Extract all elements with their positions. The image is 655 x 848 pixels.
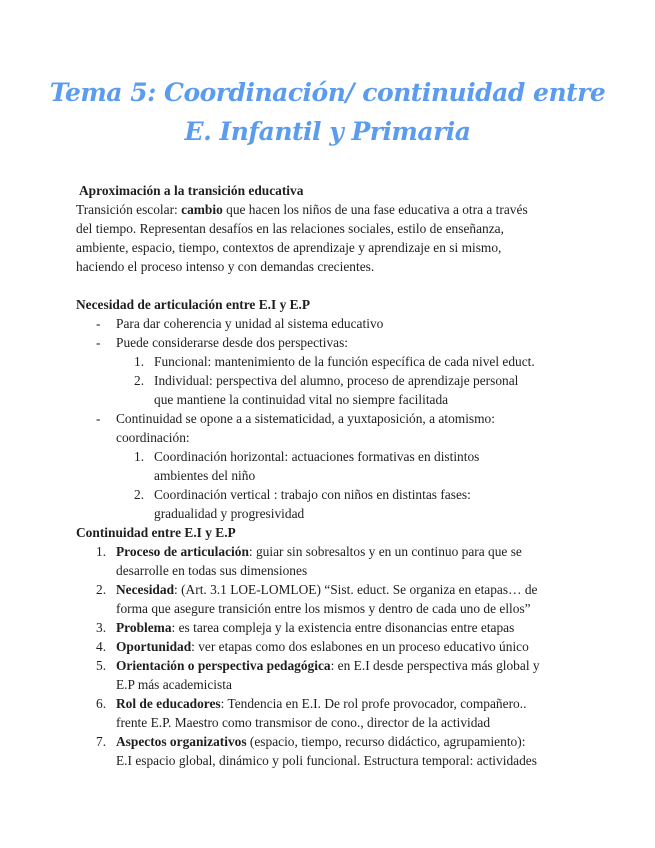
list-item-text: Individual: perspectiva del alumno, proceso de aprendizaje personal	[154, 373, 519, 388]
paragraph-transicion-line-1	[76, 200, 596, 219]
text-span: Transición escolar:	[76, 202, 182, 217]
list-number: 7.	[96, 734, 107, 749]
list-item-text: Puede considerarse desde dos perspectivas:	[116, 335, 349, 350]
bold-term: Oportunidad	[116, 639, 192, 654]
section-heading-continuidad: Continuidad entre E.I y E.P	[76, 525, 236, 540]
sub-list-item	[76, 485, 596, 523]
list-item-text: frente E.P. Maestro como transmisor de cono., director de la actividad	[116, 715, 491, 730]
list-number: 1.	[96, 544, 107, 559]
sub-list-item	[76, 447, 596, 485]
list-item-text: gradualidad y progresividad	[154, 506, 305, 521]
list-item	[76, 333, 596, 352]
list-item-text: que mantiene la continuidad vital no siempre facilitada	[154, 392, 449, 407]
numbered-item	[76, 694, 596, 732]
list-item-text: ambientes del niño	[154, 468, 256, 483]
list-item	[76, 409, 596, 447]
list-item-text: (espacio, tiempo, recurso didáctico, agrupamiento):	[246, 734, 526, 749]
page-title-line-2: E. Infantil y Primaria	[184, 117, 471, 146]
list-number: 4.	[96, 639, 107, 654]
list-item	[76, 314, 596, 333]
numbered-item	[76, 580, 596, 618]
list-item-text: : en E.I desde perspectiva más global y	[330, 658, 540, 673]
paragraph-transicion-line-2: del tiempo. Representan desafíos en las relaciones sociales, estilo de enseñanza,	[76, 221, 504, 236]
section-heading-transicion: Aproximación a la transición educativa	[79, 183, 304, 198]
list-item-text: desarrolle en todas sus dimensiones	[116, 563, 308, 578]
list-number: 6.	[96, 696, 107, 711]
paragraph-transicion-line-4: haciendo el proceso intenso y con demandas crecientes.	[76, 259, 375, 274]
bold-term: Proceso de articulación	[116, 544, 249, 559]
list-item-text: E.P más academicista	[116, 677, 232, 692]
paragraph-transicion-line-3: ambiente, espacio, tiempo, contextos de aprendizaje y aprendizaje en si mismo,	[76, 240, 502, 255]
numbered-item	[76, 656, 596, 694]
bold-term-cambio: cambio	[181, 202, 223, 217]
list-item-text: Continuidad se opone a a sistematicidad, a yuxtaposición, a atomismo:	[116, 411, 495, 426]
list-number: 5.	[96, 658, 107, 673]
list-item-text: forma que asegure transición entre los mismos y dentro de cada uno de ellos”	[116, 601, 531, 616]
list-item-text: Para dar coherencia y unidad al sistema educativo	[116, 316, 384, 331]
text-span: que hacen los niños de una fase educativa a otra a través	[222, 202, 528, 217]
document-body	[76, 181, 596, 770]
list-item-text: E.I espacio global, dinámico y poli funcional. Estructura temporal: actividades	[116, 753, 537, 768]
dash-bullet: -	[96, 316, 101, 331]
dash-bullet: -	[96, 335, 101, 350]
numbered-item	[76, 618, 596, 637]
list-number: 2.	[134, 487, 145, 502]
list-number: 1.	[134, 354, 145, 369]
bold-term: Aspectos organizativos	[116, 734, 247, 749]
sub-list-item	[76, 371, 596, 409]
numbered-item	[76, 542, 596, 580]
list-item-text: Funcional: mantenimiento de la función específica de cada nivel educt.	[154, 354, 535, 369]
list-item-text: : ver etapas como dos eslabones en un proceso educativo único	[191, 639, 529, 654]
bold-term: Orientación o perspectiva pedagógica	[116, 658, 331, 673]
list-number: 3.	[96, 620, 107, 635]
spacer	[76, 276, 596, 295]
list-item-text: : guiar sin sobresaltos y en un continuo para que se	[248, 544, 522, 559]
list-item-text: Coordinación horizontal: actuaciones formativas en distintos	[154, 449, 480, 464]
bold-term: Necesidad	[116, 582, 175, 597]
section-heading-necesidad: Necesidad de articulación entre E.I y E.P	[76, 297, 311, 312]
page-title-line-1: Tema 5: Coordinación/ continuidad entre	[49, 78, 606, 107]
bold-term: Problema	[116, 620, 172, 635]
numbered-list	[76, 542, 596, 770]
list-item-text: : es tarea compleja y la existencia entre disonancias entre etapas	[171, 620, 515, 635]
list-item-text: Coordinación vertical : trabajo con niños en distintas fases:	[154, 487, 471, 502]
numbered-item	[76, 732, 596, 770]
list-item-text: coordinación:	[116, 430, 190, 445]
sub-list-item	[76, 352, 596, 371]
list-item-text: : (Art. 3.1 LOE-LOMLOE) “Sist. educt. Se organiza en etapas… de	[174, 582, 538, 597]
bold-term: Rol de educadores	[116, 696, 221, 711]
dash-bullet: -	[96, 411, 101, 426]
list-item-text: : Tendencia en E.I. De rol profe provocador, compañero..	[220, 696, 527, 711]
list-number: 2.	[134, 373, 145, 388]
list-number: 1.	[134, 449, 145, 464]
list-number: 2.	[96, 582, 107, 597]
numbered-item	[76, 637, 596, 656]
